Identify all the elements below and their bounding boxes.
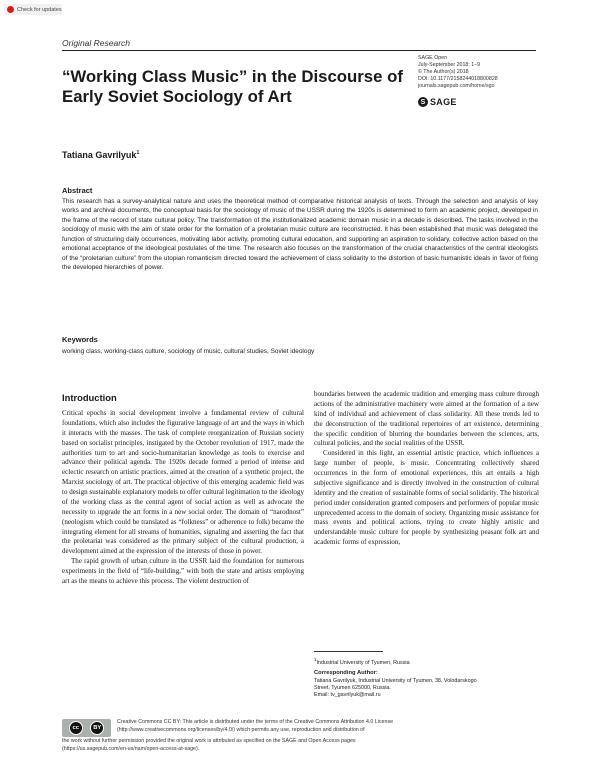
footnote-mark: 1 — [314, 657, 317, 662]
by-icon: BY — [90, 721, 104, 735]
corresponding-author-heading: Corresponding Author: — [314, 670, 378, 677]
keywords-text: working class, working-class culture, sociology of music, cultural studies, Soviet ideology — [62, 348, 315, 355]
body-paragraph: boundaries between the academic tradition and emerging mass culture through actions of the administrative machinery were aimed at the formation of a new kind of individual and achievement of class solidarity. All these trends led to the deconstruction of the traditional repertoires of art existence, determining the specific condition of blurring the boundaries between the sciences, arts, cultural policies, and the social realities of the USSR. — [314, 390, 539, 448]
creative-commons-badge[interactable] — [62, 719, 111, 737]
check-updates-label: Check for updates — [17, 6, 62, 13]
license-text-continued — [62, 738, 539, 754]
license-text — [117, 719, 539, 735]
body-column-left — [62, 409, 304, 587]
body-paragraph: The rapid growth of urban culture in the USSR laid the foundation for numerous experiments in the field of “life-building,” with both the state and artists employing art as the means to achieve this process. The violent destruction of — [62, 557, 304, 585]
license-line: Creative Commons CC BY: This article is distributed under the terms of the Creative Commons Attribution 4.0 License — [117, 719, 394, 725]
sage-logo-text: SAGE — [430, 97, 457, 107]
keywords-heading: Keywords — [62, 335, 98, 344]
abstract-text: This research has a survey-analytical nature and uses the theoretical method of comparative historical analysis of texts. Through the selection and analysis of key works and archival documents, the conceptual basis for the sociology of music of the USSR during the 1920s is determined to form an academic project, developed in the frame of the record of state cultural policy. The transformation of the institutionalized academic domain music in a decade is described. The tasks involved in the sociology of music with the aim of state order for the formation of a proletarian music culture are reconstructed. It has been established that music was delegated the function of structuring daily occurrences, motivating labor activity, promoting cultural education, and supporting an aspiration to solidary, collective action based on the emotional acceptance of the ideological postulates of the time. The research also focuses on the transformation of the crucial characteristics of the central ideologists of the “proletarian culture” from the utopian romanticism directed toward the achievement of class solidarity to the distortion of basic humanistic ideals in favor of fixing the developed hierarchies of power. — [62, 198, 538, 272]
license-line: the work without further permission provided the original work is attributed as specified on the SAGE and Open Access pages — [62, 738, 356, 744]
journal-issue: July-September 2018: 1–9 — [418, 62, 481, 69]
footnote-affiliation-text: Industrial University of Tyumen, Russia — [316, 659, 410, 666]
article-title: “Working Class Music” in the Discourse of Early Soviet Sociology of Art — [62, 67, 403, 106]
body-paragraph: Critical epochs in social development involve a fundamental review of cultural foundations, which also includes the figurative language of art and the ways in which it interacts with the masses. The task of complete reorganization of Russian society based on socialist principles, instigated by the October revolution of 1917, made the authorities turn to art and socio-humanitarian knowledge as tools to exercise and advance their political agenda. The 1920s decade formed a period of intense and eclectic research on artistic practices, aimed at the creation of a synthetic project, the Marxist sociology of art. The practical objective of this emerging academic field was to design sustainable explanatory models to offer cultural legitimation to the ideology of the working class as the central agent of social action as well as advocate the necessity to upgrade the art forms in a new social order. The domain of “narodnost” (neologism which could be translated as “folkness” or adherence to folk) became the integrating element for all streams of humanities, signaling and asserting the fact that the proletariat was considered as the primary subject of the cultural production, a development aimed at the expression of the interests of those in power. — [62, 409, 304, 556]
corresponding-author-line: Street, Tyumen 625000, Russia. — [314, 685, 391, 692]
journal-meta — [418, 55, 548, 90]
sage-logo — [418, 97, 457, 107]
footnote — [314, 656, 539, 700]
check-updates-icon — [7, 6, 14, 13]
check-for-updates-badge[interactable] — [4, 4, 62, 15]
license-link[interactable]: (http://www.creativecommons.org/licenses/by/4.0/) which permits any use, reproduction and distribution of — [117, 726, 365, 733]
license-link[interactable]: (https://us.sagepub.com/en-us/nam/open-access-at-sage). — [62, 745, 200, 752]
corresponding-author-email[interactable]: Email: tv_gavrilyuk@mail.ru — [314, 692, 381, 699]
journal-url[interactable]: journals.sagepub.com/home/sgo — [418, 83, 495, 90]
abstract-heading: Abstract — [62, 186, 93, 195]
introduction-heading: Introduction — [62, 392, 117, 403]
section-label: Original Research — [62, 38, 131, 48]
footnote-affiliation — [314, 656, 539, 667]
body-column-right — [314, 390, 539, 548]
body-paragraph: Considered in this light, an essential artistic practice, which influences a large number of people, is music. Concentrating collectively shared occurrences in the form of emotional experiences, this art entails a high subjective significance and is directly involved in the construction of cultural identity and the creation of sustainable forms of social solidarity. The historical period under consideration granted composers and performers of popular music unprecedented access to the domain of society. Organizing music assistance for mass events and political actions, trying to create highly artistic and understandable music culture for people by synthesizing peasant folk art and academic forms of expression, — [314, 449, 539, 547]
author-line — [62, 150, 139, 160]
header-divider — [62, 50, 536, 51]
author-name: Tatiana Gavrilyuk — [62, 150, 137, 160]
cc-icon: cc — [69, 721, 83, 735]
author-affiliation-mark: 1 — [136, 150, 140, 156]
journal-name: SAGE Open — [418, 55, 448, 61]
sage-logo-icon: S — [418, 97, 428, 107]
journal-copyright: © The Author(s) 2018 — [418, 69, 469, 76]
footnote-divider — [314, 651, 383, 652]
corresponding-author-line: Tatiana Gavrilyuk, Industrial University of Tyumen, 38, Volodarskogo — [314, 677, 477, 684]
journal-doi[interactable]: DOI: 10.1177/2158244018800828 — [418, 76, 498, 83]
